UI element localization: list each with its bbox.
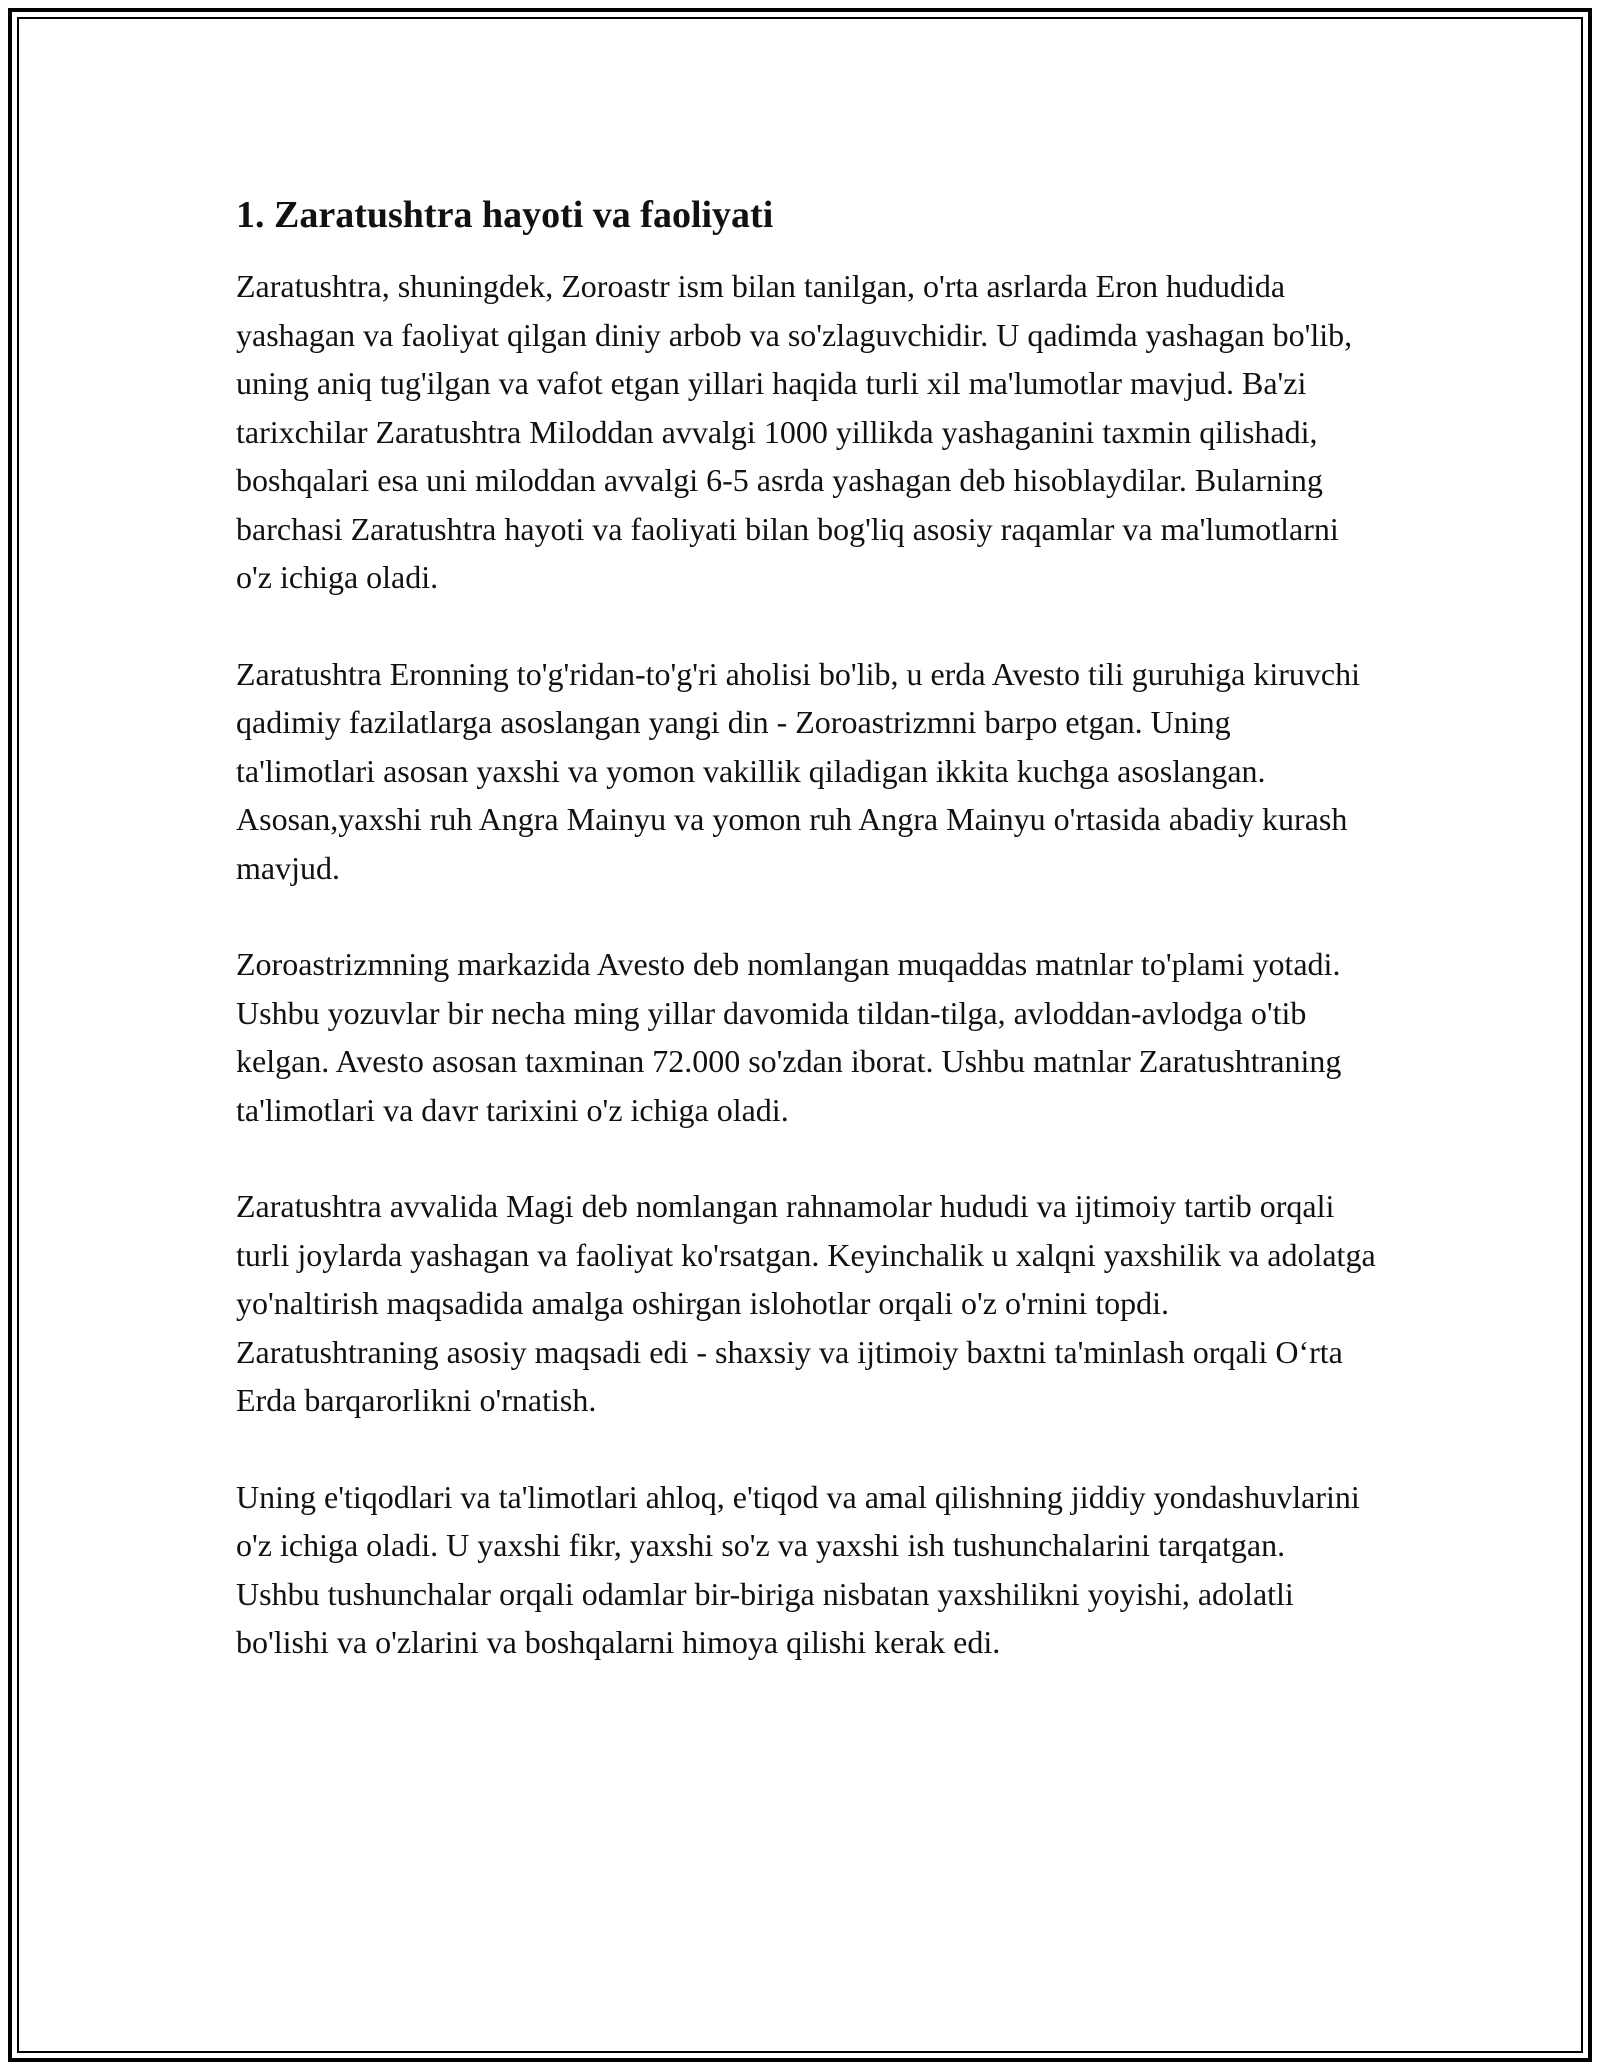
paragraph-2: Zaratushtra Eronning to'g'ridan-to'g'ri aholisi bo'lib, u erda Avesto tili guruhiga kiruvchi qadimiy fazilatlarga asoslangan yangi din - Zoroastrizmni barpo etgan. Uning ta'limotlari asosan yaxshi va yomon vakillik qiladigan ikkita kuchga asoslangan. Asosan,yaxshi ruh Angra Mainyu va yomon ruh Angra Mainyu o'rtasida abadiy kurash mavjud. [236,655,1360,886]
paragraph-5: Uning e'tiqodlari va ta'limotlari ahloq, e'tiqod va amal qilishning jiddiy yondashuvlarini o'z ichiga oladi. U yaxshi fikr, yaxshi so'z va yaxshi ish tushunchalarini tarqatgan. Ushbu tushunchalar orqali odamlar bir-biriga nisbatan yaxshilikni yoyishi, adolatli bo'lishi va o'zlarini va boshqalarni himoya qilishi kerak edi. [236,1478,1360,1660]
document-body [236,190,1376,1715]
paragraph-1: Zaratushtra, shuningdek, Zoroastr ism bilan tanilgan, o'rta asrlarda Eron hududida yashagan va faoliyat qilgan diniy arbob va so'zlaguvchidir. U qadimda yashagan bo'lib, uning aniq tug'ilgan va vafot etgan yillari haqida turli xil ma'lumotlar mavjud. Ba'zi tarixchilar Zaratushtra Miloddan avvalgi 1000 yillikda yashaganini taxmin qilishadi, boshqalari esa uni miloddan avvalgi 6-5 asrda yashagan deb hisoblaydilar. Bularning barchasi Zaratushtra hayoti va faoliyati bilan bog'liq asosiy raqamlar va ma'lumotlarni o'z ichiga oladi. [236,268,1353,595]
section-heading: 1. Zaratushtra hayoti va faoliyati [236,194,774,236]
paragraph-4: Zaratushtra avvalida Magi deb nomlangan rahnamolar hududi va ijtimoiy tartib orqali turli joylarda yashagan va faoliyat ko'rsatgan. Keyinchalik u xalqni yaxshilik va adolatga yo'naltirish maqsadida amalga oshirgan islohotlar orqali o'z o'rnini topdi. Zaratushtraning asosiy maqsadi edi - shaxsiy va ijtimoiy baxtni ta'minlash orqali O‘rta Erda barqarorlikni o'rnatish. [236,1188,1376,1418]
paragraph-3: Zoroastrizmning markazida Avesto deb nomlangan muqaddas matnlar to'plami yotadi. Ushbu yozuvlar bir necha ming yillar davomida tildan-tilga, avloddan-avlodga o'tib kelgan. Avesto asosan taxminan 72.000 so'zdan iborat. Ushbu matnlar Zaratushtraning ta'limotlari va davr tarixini o'z ichiga oladi. [236,946,1342,1128]
